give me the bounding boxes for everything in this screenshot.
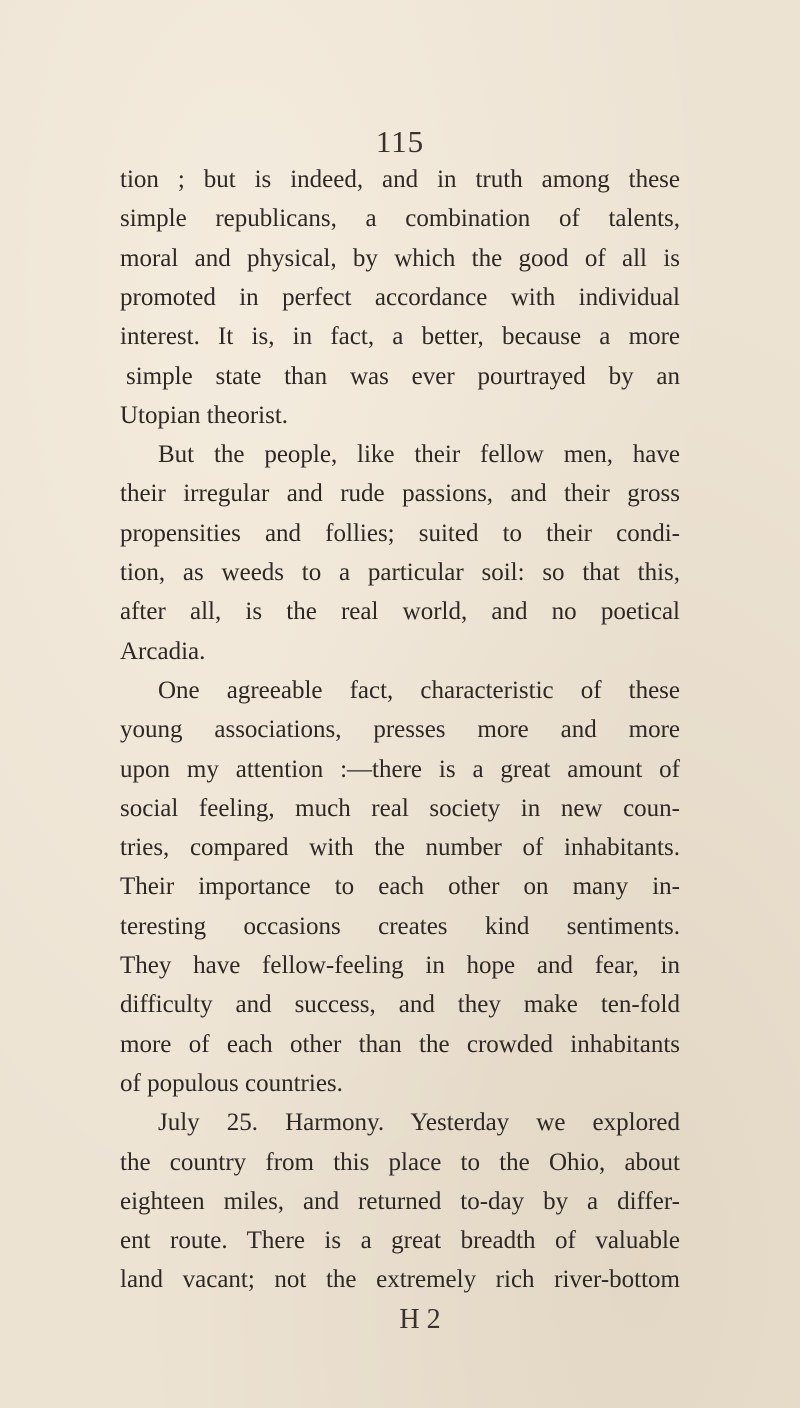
page-number: 115 — [375, 124, 425, 159]
text-line: land vacant; not the extremely rich river-bottom — [120, 1266, 680, 1294]
text-line: Utopian theorist. — [120, 401, 289, 429]
text-line: But the people, like their fellow men, have — [158, 441, 680, 469]
text-line: July 25. Harmony. Yesterday we explored — [158, 1109, 680, 1137]
text-line: simple state than was ever pourtrayed by an — [126, 362, 680, 390]
text-line: tries, compared with the number of inhabitants. — [120, 834, 680, 862]
text-line: propensities and follies; suited to their condi- — [120, 519, 680, 547]
text-line: after all, is the real world, and no poetical — [120, 598, 680, 626]
text-line: the country from this place to the Ohio, about — [120, 1148, 680, 1176]
signature-text: H 2 — [399, 1303, 441, 1335]
text-line: simple republicans, a combination of talents, — [120, 205, 680, 233]
text-line: their irregular and rude passions, and their gross — [120, 480, 680, 508]
text-line: tion, as weeds to a particular soil: so that this, — [120, 559, 680, 586]
text-line: upon my attention :—there is a great amount of — [120, 755, 680, 783]
text-line: more of each other than the crowded inhabitants — [120, 1030, 680, 1058]
text-line: They have fellow-feeling in hope and fear, in — [120, 952, 680, 979]
text-line: of populous countries. — [120, 1069, 343, 1097]
text-line: One agreeable fact, characteristic of these — [158, 676, 680, 704]
text-line: young associations, presses more and more — [120, 716, 680, 744]
text-line: promoted in perfect accordance with individual — [120, 283, 680, 311]
text-line: social feeling, much real society in new coun- — [120, 794, 680, 822]
signature-mark — [0, 1304, 800, 1336]
text-line: interest. It is, in fact, a better, because a more — [120, 323, 680, 351]
text-line: difficulty and success, and they make ten-fold — [120, 991, 680, 1019]
text-line: Their importance to each other on many in- — [120, 873, 680, 901]
text-line: eighteen miles, and returned to-day by a differ- — [120, 1187, 680, 1215]
text-line: moral and physical, by which the good of all is — [120, 244, 680, 272]
text-line: ent route. There is a great breadth of valuable — [120, 1227, 680, 1255]
text-line: Arcadia. — [120, 637, 206, 665]
text-line: tion ; but is indeed, and in truth among these — [120, 166, 680, 193]
text-line: teresting occasions creates kind sentiments. — [120, 912, 680, 940]
